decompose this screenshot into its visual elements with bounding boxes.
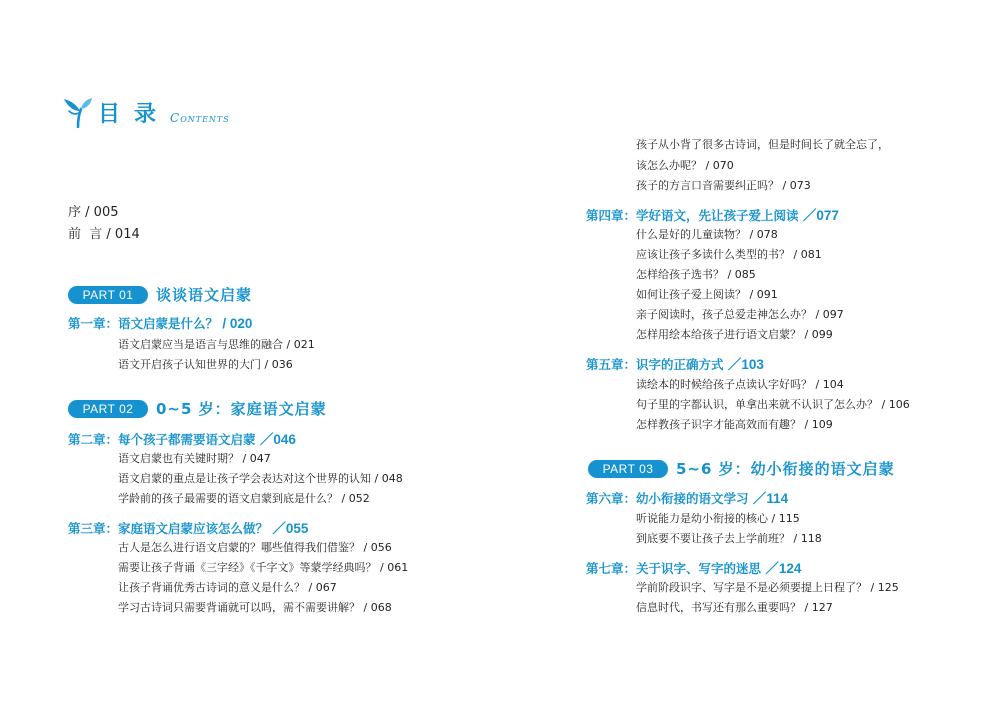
entry-page: / 056 — [363, 541, 392, 554]
toc-entry[interactable] — [118, 599, 392, 615]
entry-page: / 048 — [374, 472, 403, 485]
front-label: 序 — [68, 205, 82, 220]
entry-text: 学龄前的孩子最需要的语文启蒙到底是什么？ — [118, 492, 338, 505]
entry-text: 句子里的字都认识，单拿出来就不认识了怎么办？ — [636, 398, 878, 411]
entry-text: 什么是好的儿童读物？ — [636, 228, 746, 241]
chapter-heading[interactable] — [68, 314, 252, 332]
entry-page: / 104 — [815, 378, 844, 391]
chapter-heading[interactable] — [68, 428, 296, 448]
toc-entry[interactable] — [118, 579, 337, 595]
chapter-title: 家庭语文启蒙应该怎么做？ — [118, 521, 269, 536]
chapter-number: 第一章： — [68, 316, 119, 331]
part-heading[interactable] — [68, 398, 327, 419]
chapter-number: 第二章： — [68, 432, 119, 447]
entry-page: / 109 — [804, 418, 833, 431]
toc-entry[interactable] — [118, 539, 392, 555]
chapter-page: ／046 — [259, 432, 296, 447]
entry-page: / 052 — [341, 492, 370, 505]
chapter-heading[interactable] — [586, 353, 764, 373]
chapter-title: 每个孩子都需要语文启蒙 — [118, 432, 256, 447]
entry-text: 到底要不要让孩子去上学前班？ — [636, 532, 790, 545]
toc-entry[interactable] — [636, 246, 822, 262]
entry-text: 语文开启孩子认知世界的大门 — [118, 358, 261, 371]
entry-text: 孩子的方言口音需要纠正吗？ — [636, 179, 779, 192]
chapter-page: ／124 — [765, 561, 802, 576]
toc-entry[interactable] — [636, 286, 778, 302]
front-page: / 005 — [85, 205, 119, 220]
entry-text: 信息时代，书写还有那么重要吗？ — [636, 601, 801, 614]
chapter-number: 第五章： — [586, 357, 637, 372]
toc-entry[interactable] — [118, 470, 403, 486]
chapter-page: ／077 — [802, 208, 839, 223]
entry-page: / 070 — [705, 159, 734, 172]
chapter-number: 第七章： — [586, 561, 637, 576]
front-matter-foreword[interactable] — [68, 223, 140, 242]
entry-page: / 061 — [380, 561, 409, 574]
entry-text: 如何让孩子爱上阅读？ — [636, 288, 746, 301]
entry-page: / 073 — [782, 179, 811, 192]
entry-text: 古人是怎么进行语文启蒙的？哪些值得我们借鉴？ — [118, 541, 360, 554]
entry-page: / 036 — [264, 358, 293, 371]
chapter-heading[interactable] — [586, 204, 839, 224]
toc-entry[interactable] — [636, 579, 899, 595]
part-heading[interactable] — [588, 458, 895, 479]
toc-entry[interactable] — [636, 306, 844, 322]
entry-text: 听说能力是幼小衔接的核心 — [636, 512, 768, 525]
chapter-title: 学好语文，先让孩子爱上阅读 — [636, 208, 799, 223]
toc-entry[interactable] — [118, 490, 370, 506]
chapter-heading[interactable] — [586, 557, 801, 577]
chapter-title: 语文启蒙是什么？ — [118, 316, 219, 331]
chapter-page: ／055 — [272, 521, 309, 536]
part-badge: PART 02 — [68, 400, 148, 418]
part-title: 谈谈语文启蒙 — [156, 286, 253, 304]
front-matter-preface[interactable] — [68, 201, 118, 220]
chapter-number: 第六章： — [586, 491, 637, 506]
toc-entry[interactable] — [636, 396, 910, 412]
toc-entry[interactable] — [118, 559, 408, 575]
toc-entry[interactable] — [636, 177, 811, 193]
front-page: / 014 — [106, 227, 140, 242]
chapter-title: 关于识字、写字的迷思 — [636, 561, 762, 576]
toc-entry[interactable] — [636, 157, 734, 173]
chapter-heading[interactable] — [68, 517, 308, 537]
toc-entry[interactable] — [636, 376, 844, 392]
front-label: 前 言 — [68, 227, 103, 242]
toc-entry[interactable] — [636, 326, 833, 342]
toc-entry[interactable] — [636, 510, 800, 526]
entry-page: / 115 — [771, 512, 800, 525]
chapter-page: / 020 — [222, 316, 253, 331]
entry-text: 让孩子背诵优秀古诗词的意义是什么？ — [118, 581, 305, 594]
entry-text: 怎样用绘本给孩子进行语文启蒙？ — [636, 328, 801, 341]
entry-page: / 068 — [363, 601, 392, 614]
part-badge: PART 03 — [588, 460, 668, 478]
entry-text: 语文启蒙也有关键时期？ — [118, 452, 239, 465]
sprout-logo-icon — [62, 96, 96, 128]
entry-text: 学习古诗词只需要背诵就可以吗，需不需要讲解？ — [118, 601, 360, 614]
toc-header — [62, 94, 230, 128]
entry-page: / 067 — [308, 581, 337, 594]
entry-page: / 078 — [749, 228, 778, 241]
entry-page: / 085 — [727, 268, 756, 281]
entry-page: / 125 — [870, 581, 899, 594]
chapter-page: ／114 — [752, 491, 789, 506]
chapter-page: ／103 — [727, 357, 764, 372]
chapter-number: 第三章： — [68, 521, 119, 536]
toc-entry[interactable] — [636, 136, 889, 152]
part-badge: PART 01 — [68, 286, 148, 304]
toc-title-en: Contents — [170, 111, 230, 125]
toc-entry[interactable] — [636, 599, 833, 615]
chapter-number: 第四章： — [586, 208, 637, 223]
entry-text: 该怎么办呢？ — [636, 159, 702, 172]
chapter-title: 幼小衔接的语文学习 — [636, 491, 749, 506]
toc-entry[interactable] — [118, 356, 293, 372]
part-heading[interactable] — [68, 284, 252, 305]
toc-entry[interactable] — [636, 226, 778, 242]
entry-page: / 118 — [793, 532, 822, 545]
entry-text: 语文启蒙应当是语言与思维的融合 — [118, 338, 283, 351]
part-title: 0~5 岁：家庭语文启蒙 — [156, 400, 327, 418]
toc-entry[interactable] — [118, 336, 315, 352]
chapter-heading[interactable] — [586, 487, 788, 507]
entry-text: 需要让孩子背诵《三字经》《千字文》等蒙学经典吗？ — [118, 561, 377, 574]
entry-page: / 097 — [815, 308, 844, 321]
entry-text: 亲子阅读时，孩子总爱走神怎么办？ — [636, 308, 812, 321]
entry-page: / 127 — [804, 601, 833, 614]
entry-text: 怎样教孩子识字才能高效而有趣？ — [636, 418, 801, 431]
entry-text: 学前阶段识字、写字是不是必须要提上日程了？ — [636, 581, 867, 594]
entry-page: / 099 — [804, 328, 833, 341]
entry-page: / 106 — [881, 398, 910, 411]
entry-page: / 047 — [242, 452, 271, 465]
entry-page: / 081 — [793, 248, 822, 261]
entry-text: 语文启蒙的重点是让孩子学会表达对这个世界的认知 — [118, 472, 371, 485]
chapter-title: 识字的正确方式 — [636, 357, 724, 372]
entry-page: / 021 — [286, 338, 315, 351]
toc-entry[interactable] — [636, 416, 833, 432]
entry-text: 读绘本的时候给孩子点读认字好吗？ — [636, 378, 812, 391]
part-title: 5~6 岁：幼小衔接的语文启蒙 — [676, 460, 895, 478]
entry-text: 孩子从小背了很多古诗词，但是时间长了就全忘了， — [636, 138, 889, 151]
toc-title: 目录 — [98, 102, 171, 127]
entry-text: 应该让孩子多读什么类型的书？ — [636, 248, 790, 261]
toc-entry[interactable] — [636, 266, 756, 282]
entry-text: 怎样给孩子选书？ — [636, 268, 724, 281]
toc-entry[interactable] — [118, 450, 271, 466]
entry-page: / 091 — [749, 288, 778, 301]
toc-entry[interactable] — [636, 530, 822, 546]
